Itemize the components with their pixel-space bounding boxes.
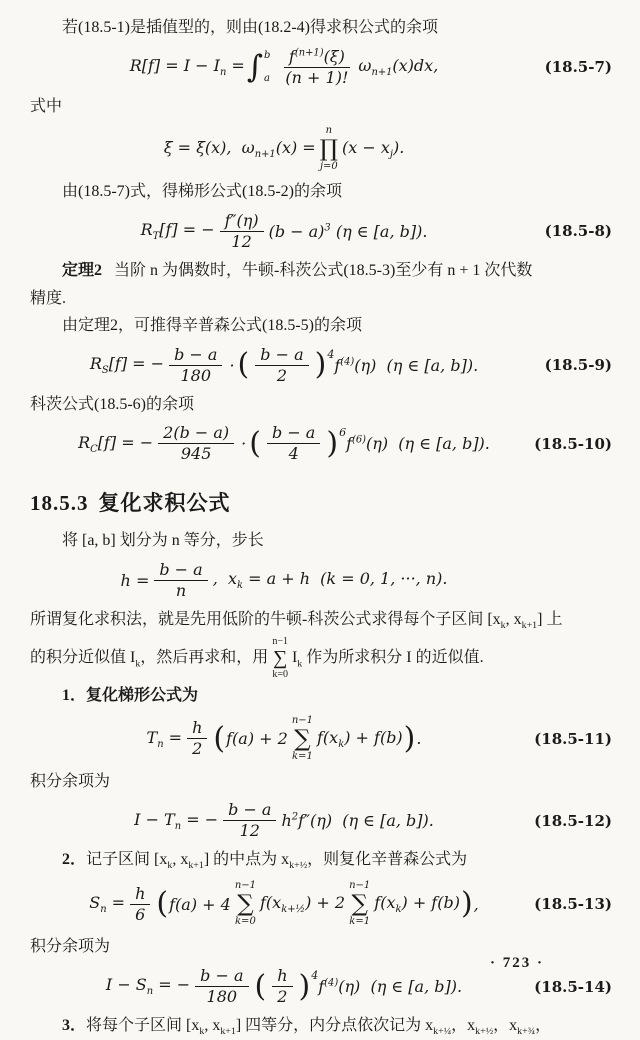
- math-run: [281, 811, 433, 830]
- section-number: 18.5.3: [30, 491, 89, 516]
- math-text: (η) (η ∈ [a, b]).: [366, 434, 490, 454]
- theorem-text: 当阶 n 为偶数时，牛顿-科茨公式(18.5-3)至少有 n + 1 次代数: [114, 261, 533, 279]
- math-text: (x) =: [275, 138, 316, 158]
- math-text: R: [78, 432, 91, 452]
- fraction: [272, 966, 292, 1007]
- text-run: , x: [172, 851, 189, 869]
- fraction: [158, 423, 234, 464]
- math-run: [269, 222, 428, 241]
- multiplication-dot: ·: [241, 434, 247, 454]
- product-sign: ∏: [319, 136, 339, 163]
- subscript: k: [395, 904, 402, 916]
- fraction-numerator: b − a: [223, 800, 276, 821]
- exponent: 4: [311, 969, 319, 983]
- paragraph-composite-line1: [30, 607, 612, 634]
- text-run: ，x: [451, 1017, 476, 1035]
- math-text: , x: [212, 569, 237, 589]
- math-text: [f] = −: [159, 220, 215, 240]
- math-run: [318, 977, 462, 996]
- fraction-numerator: 2(b − a): [158, 423, 234, 444]
- right-parenthesis: ): [460, 886, 473, 922]
- math-text: (b − a): [268, 221, 325, 241]
- text-run: ] 的中点为 x: [203, 851, 290, 869]
- item-2: [30, 847, 612, 874]
- math-text: f(x: [374, 893, 396, 913]
- math-text: f(x: [317, 727, 339, 747]
- subscript: n: [219, 67, 227, 79]
- math-run: [164, 138, 316, 160]
- sum-sign: ∑: [294, 725, 311, 752]
- fraction: [154, 560, 207, 601]
- item-1: 1．复化梯形公式为: [62, 686, 199, 704]
- math-text: = −: [181, 809, 219, 829]
- math-run: [134, 810, 218, 832]
- subscript: k: [500, 620, 506, 632]
- fraction-denominator: 12: [231, 231, 252, 251]
- exponent: 6: [339, 426, 347, 440]
- math-text: R: [89, 354, 102, 374]
- theorem-2-line2: 精度.: [30, 289, 67, 307]
- subscript: T: [152, 231, 160, 243]
- paragraph-remainder-2: 积分余项为: [30, 938, 111, 956]
- math-text: I − T: [134, 809, 175, 829]
- sum-operator: [349, 880, 370, 928]
- math-text: T: [146, 727, 158, 747]
- subscript: k+½: [289, 860, 308, 872]
- fraction: [195, 966, 248, 1007]
- math-text: R[f] = I − I: [129, 56, 220, 75]
- text-run: , x: [204, 1017, 221, 1035]
- math-run: [334, 356, 478, 375]
- upper-limit: n: [325, 125, 333, 137]
- paragraph-remainder-1: 积分余项为: [30, 772, 111, 790]
- product-operator: [320, 125, 338, 173]
- text-run: 记子区间 [x: [86, 851, 168, 869]
- fraction-denominator: 2: [192, 739, 203, 759]
- math-run: [90, 354, 164, 376]
- math-text: ξ = ξ(x), ω: [163, 138, 255, 158]
- formula-18-5-9: [30, 345, 612, 386]
- text-run: ，: [535, 1017, 552, 1035]
- math-text: f(x: [260, 893, 282, 913]
- subscript: n+1: [371, 67, 393, 79]
- math-run: f(a) + 2: [226, 729, 288, 749]
- math-text: [f] = −: [97, 432, 154, 452]
- math-text: ) + f(b): [401, 893, 460, 913]
- right-parenthesis: ): [326, 425, 339, 461]
- math-text: (η) (η ∈ [a, b]).: [338, 977, 463, 997]
- math-text: f: [346, 434, 352, 454]
- fraction-denominator: 12: [239, 821, 260, 841]
- math-text: R: [140, 220, 153, 240]
- subscript: k+1: [521, 620, 538, 632]
- superscript: 2: [291, 811, 299, 823]
- text-run: ，则复化辛普森公式为: [307, 851, 468, 869]
- fraction-denominator: 945: [180, 444, 212, 464]
- math-text: f: [318, 977, 325, 997]
- item-3: [30, 1013, 612, 1040]
- fraction-numerator: h: [272, 966, 292, 987]
- exponent: 4: [327, 347, 335, 361]
- fraction-denominator: 4: [288, 444, 299, 464]
- lower-limit: k=0: [272, 668, 288, 680]
- fraction-numerator: b − a: [169, 345, 222, 366]
- upper-limit: n−1: [234, 880, 256, 892]
- lower-limit: j=0: [319, 161, 338, 173]
- theorem-2-line1: [30, 258, 612, 284]
- math-text: S: [89, 893, 101, 913]
- sum-operator: [272, 636, 288, 681]
- lower-limit: k=1: [292, 750, 313, 762]
- page-number: · 723 ·: [489, 955, 544, 971]
- right-parenthesis: ): [314, 347, 327, 383]
- left-parenthesis: (: [213, 720, 226, 756]
- math-text: ,: [473, 894, 479, 914]
- fraction: [187, 718, 207, 759]
- formula-omega: [30, 125, 612, 173]
- subscript: n: [100, 904, 107, 916]
- equation-number: (18.5-11): [534, 729, 612, 748]
- left-parenthesis: (: [156, 886, 169, 922]
- subscript: n: [146, 986, 154, 998]
- math-text: f: [334, 355, 341, 375]
- text-run: ，然后再求和，用: [140, 649, 269, 667]
- math-text: =: [163, 727, 183, 747]
- sum-sign: ∑: [237, 891, 254, 918]
- math-text: (x − x: [342, 138, 390, 158]
- superscript: (4): [324, 977, 339, 989]
- text-run: , x: [505, 610, 522, 628]
- equation-number: (18.5-8): [544, 222, 612, 241]
- math-text: = −: [153, 975, 191, 995]
- fraction: [255, 345, 308, 386]
- math-run: [260, 893, 345, 915]
- sum-operator: [235, 880, 256, 928]
- paragraph-simpson-remainder: 由定理2，可推得辛普森公式(18.5-5)的余项: [62, 317, 362, 335]
- text-run: 作为所求积分 I 的近似值.: [302, 649, 484, 667]
- math-text: =: [226, 56, 245, 75]
- math-text: ) + f(b): [344, 727, 403, 747]
- equation-number: (18.5-10): [534, 434, 612, 453]
- left-parenthesis: (: [237, 347, 250, 383]
- math-text: f″(η) (η ∈ [a, b]).: [298, 811, 434, 831]
- paragraph-composite-line2: [30, 636, 612, 681]
- formula-18-5-8: [30, 211, 612, 252]
- right-parenthesis: ): [403, 720, 416, 756]
- math-run: [317, 728, 403, 750]
- math-text: h: [281, 811, 292, 831]
- superscript: 3: [324, 222, 331, 234]
- text-run: 的积分近似值 I: [30, 649, 136, 667]
- math-text: (η) (η ∈ [a, b]).: [354, 355, 479, 375]
- fraction-denominator: 2: [276, 365, 288, 385]
- subscript: k+½: [281, 904, 306, 916]
- equation-number: (18.5-13): [534, 895, 612, 914]
- math-run: [374, 893, 460, 915]
- sum-sign: ∑: [351, 891, 368, 918]
- sum-sign: ∑: [273, 646, 288, 669]
- subscript: C: [90, 443, 98, 455]
- formula-18-5-7: [30, 47, 612, 88]
- integral-sign: ∫: [246, 48, 263, 85]
- equation-number: (18.5-9): [544, 356, 612, 375]
- math-run: [141, 220, 215, 242]
- section-heading: [30, 487, 612, 517]
- math-text: ω: [358, 56, 372, 75]
- equation-number: (18.5-12): [534, 811, 612, 830]
- fraction-numerator: b − a: [267, 423, 320, 444]
- left-parenthesis: (: [249, 425, 261, 461]
- math-run: [147, 728, 183, 750]
- formula-18-5-10: [30, 423, 612, 464]
- paragraph-trapezoid-remainder: 由(18.5-7)式，得梯形公式(18.5-2)的余项: [62, 183, 342, 201]
- lower-limit: a: [264, 72, 270, 84]
- superscript: (n+1): [294, 47, 324, 59]
- fraction: [267, 423, 320, 464]
- formula-step: [30, 560, 612, 601]
- text-run: ，x: [493, 1017, 518, 1035]
- math-run: [342, 138, 404, 160]
- formula-18-5-13: [30, 880, 612, 928]
- text-run: ] 四等分，内分点依次记为 x: [235, 1017, 434, 1035]
- math-text: [f] = −: [108, 354, 165, 374]
- subscript: j: [389, 149, 393, 161]
- subscript: k: [135, 658, 141, 670]
- fraction-numerator: h: [187, 718, 207, 739]
- fraction: [169, 345, 222, 386]
- fraction-denominator: 180: [206, 987, 238, 1007]
- math-text: ) + 2: [305, 893, 346, 913]
- text-run: 将每个子区间 [x: [86, 1017, 200, 1035]
- multiplication-dot: ·: [229, 355, 235, 375]
- upper-limit: n−1: [291, 714, 313, 726]
- math-run: [78, 433, 153, 455]
- lower-limit: k=1: [349, 916, 371, 928]
- fraction-numerator: [284, 47, 350, 68]
- subscript: k: [236, 580, 243, 592]
- left-parenthesis: (: [254, 968, 267, 1004]
- fraction-numerator: h: [130, 884, 150, 905]
- math-text: (ξ): [323, 46, 345, 66]
- subscript: n: [174, 820, 182, 832]
- math-run: h =: [120, 570, 150, 590]
- equation-number: (18.5-14): [534, 977, 612, 996]
- math-run: [89, 893, 125, 915]
- math-text: ).: [392, 138, 405, 158]
- math-run: [358, 56, 438, 78]
- subscript: k: [167, 860, 173, 872]
- fraction: [130, 884, 150, 925]
- subscript: n+1: [254, 149, 276, 161]
- paragraph-intro: 若(18.5-1)是插值型的，则由(18.2-4)得求积公式的余项: [62, 19, 438, 36]
- theorem-label: 定理2: [62, 261, 103, 279]
- right-parenthesis: ): [298, 968, 311, 1004]
- fraction-denominator: 6: [135, 904, 146, 924]
- formula-18-5-11: [30, 715, 612, 763]
- fraction-numerator: b − a: [154, 560, 207, 581]
- superscript: (6): [351, 434, 367, 446]
- upper-limit: b: [264, 49, 271, 61]
- fraction-numerator: b − a: [195, 966, 248, 987]
- subscript: n: [157, 738, 164, 750]
- math-text: f: [288, 46, 295, 66]
- fraction-denominator: 180: [180, 365, 212, 385]
- math-text: =: [106, 893, 126, 913]
- text-run: I: [291, 649, 298, 667]
- fraction-denominator: n: [175, 580, 187, 600]
- subscript: k+¾: [517, 1026, 536, 1038]
- fraction-numerator: f″(η): [220, 211, 264, 232]
- fraction: [220, 211, 264, 252]
- formula-18-5-14: [30, 966, 612, 1007]
- text-run: 所谓复化求积法，就是先用低阶的牛顿-科茨公式求得每个子区间 [x: [30, 610, 501, 628]
- subscript: k+1: [220, 1026, 236, 1038]
- math-text: .: [416, 729, 422, 749]
- section-title: 复化求积公式: [98, 491, 231, 516]
- equation-number: (18.5-7): [544, 58, 612, 77]
- math-text: (x)dx,: [392, 56, 439, 75]
- superscript: (4): [340, 356, 355, 368]
- paragraph-cotes-remainder: 科茨公式(18.5-6)的余项: [30, 395, 194, 413]
- subscript: k+1: [188, 860, 204, 872]
- subscript: S: [101, 365, 109, 377]
- subscript: k: [338, 738, 345, 750]
- lower-limit: k=0: [235, 916, 256, 928]
- math-text: I − S: [105, 975, 147, 995]
- subscript: k: [297, 658, 303, 670]
- sum-operator: [292, 715, 313, 763]
- math-text: (η ∈ [a, b]).: [330, 221, 428, 241]
- math-run: [130, 56, 245, 78]
- upper-limit: n−1: [349, 880, 371, 892]
- fraction-numerator: b − a: [255, 345, 308, 366]
- paragraph-partition: 将 [a, b] 划分为 n 等分，步长: [62, 532, 264, 550]
- math-run: [346, 434, 490, 453]
- integral-limits: [264, 51, 270, 84]
- math-run: [213, 569, 448, 591]
- subscript: k+¼: [433, 1026, 452, 1038]
- text-run: ] 上: [537, 610, 563, 628]
- formula-18-5-12: [30, 800, 612, 841]
- subscript: k: [199, 1026, 205, 1038]
- subscript: k+½: [475, 1026, 494, 1038]
- upper-limit: n−1: [272, 635, 288, 647]
- fraction: [280, 47, 353, 88]
- math-text: = a + h (k = 0, 1, ···, n).: [243, 569, 448, 589]
- paragraph-shizhong: 式中: [30, 97, 63, 115]
- fraction-denominator: (n + 1)!: [285, 67, 349, 87]
- math-run: f(a) + 4: [169, 894, 231, 914]
- fraction: [223, 800, 276, 841]
- fraction-denominator: 2: [277, 987, 288, 1007]
- integral-operator: [246, 48, 274, 85]
- item-3-number: 3．: [62, 1017, 87, 1035]
- item-2-number: 2．: [62, 851, 87, 869]
- math-run: [106, 975, 190, 997]
